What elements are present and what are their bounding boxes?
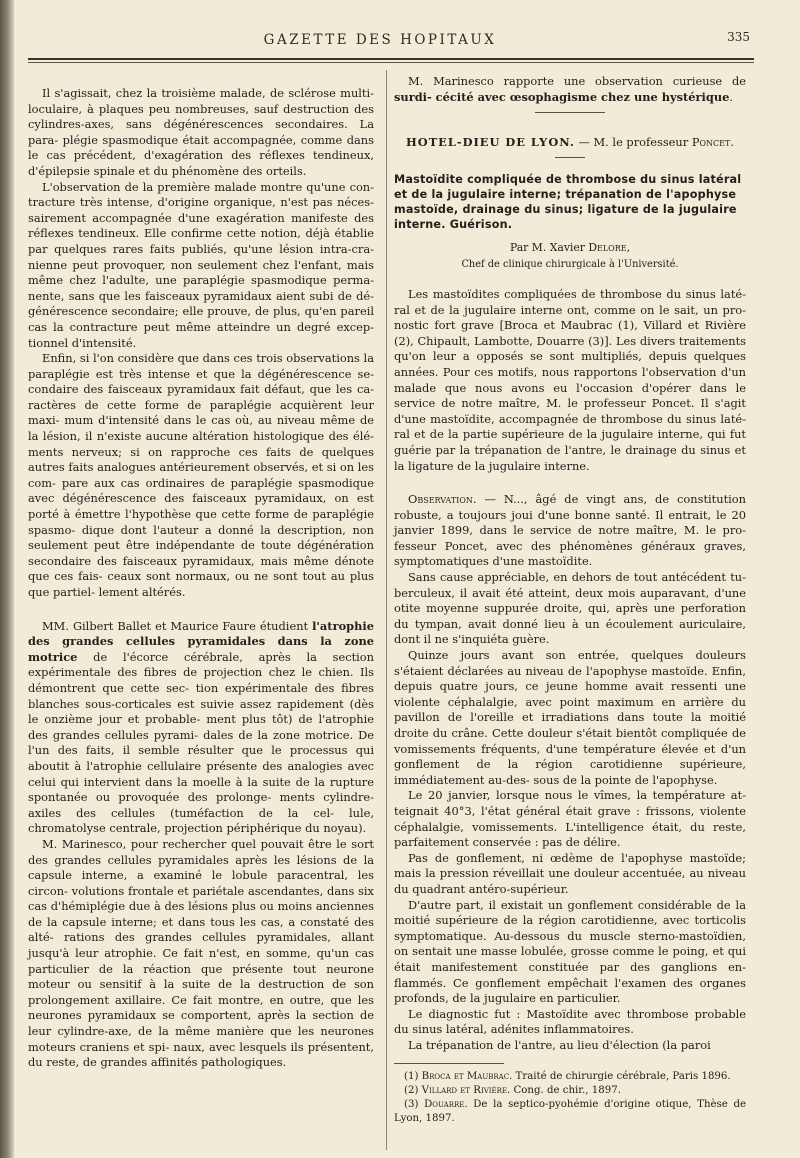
paragraph-observation-malade: L'observation de la première malade montre qu'une con- tracture très intense, d'origine organique, n'est pas néces- sairement accompagnée d'une exagération manifeste des réflexes tendineux. Elle confirme cette notion, déjà établie par quelques rares faits publiés, qu'une lésion intra-cra- nienne peut provoquer, non seulement chez l'enfant, mais même chez l'adulte, une paraplégie spasmodique perma- nente, sans que les faisceaux pyramidaux aient subi de dé- générescence secondaire; elle prouve, de plus, qu'en pareil cas la contracture peut même atteindre un degré excep- tionnel d'intensité. [28, 179, 374, 350]
paragraph-ganglions: D'autre part, il existait un gonflement considérable de la moitié supérieure de la région carotidienne, avec torticolis symptomatique. Au-dessous du muscle sterno-mastoïdien, on sentait une masse lobulée, grosse comme le poing, et qui était manifestement constituée par des ganglions en- flammés. Ce gonflement empêchait l'examen des organes profonds, de la jugulaire en particulier. [394, 897, 746, 1006]
paragraph-otite: Sans cause appréciable, en dehors de tout antécédent tu- berculeux, il avait été atteint, deux mois auparavant, d'une otite moyenne suppurée droite, qui, après une perforation du tympan, avait donné lieu à un écoulement auriculaire, dont il ne s'inquiéta guère. [394, 570, 746, 647]
footnote-rule [394, 1063, 504, 1064]
section-heading: HOTEL-DIEU DE LYON. — M. le professeur Poncet. [406, 135, 734, 150]
section-separator [535, 112, 605, 113]
article-body [394, 287, 746, 1054]
paragraph-conclusion: Enfin, si l'on considère que dans ces trois observations la paraplégie est très intense et que la dégénérescence se- condaire des faisceaux pyramidaux fait défaut, que les ca- ractères de cette forme de paraplégie acquièrent leur maxi- mum d'intensité dans le cas où, au niveau même de la lésion, il n'existe aucune altération histologique des élé- ments nerveux; si on rapproche ces faits de quelques autres faits analogues antérieurement observés, et si on les com- pare aux cas ordinaires de paraplégie spasmodique avec dégénérescence des faisceaux pyramidaux, on est porté à émettre l'hypothèse que cette forme de paraplégie spasmo- dique dont l'auteur a donné la description, non seulement peut être indépendante de toute dégénération secondaire des faisceaux pyramidaux, mais même dénote que ces fais- ceaux sont normaux, ou ne sont tout au plus que partiel- lement altérés. [28, 351, 374, 599]
paragraph-temperature: Le 20 janvier, lorsque nous le vîmes, la température at- teignait 40°3, l'état général était grave : frissons, violente céphalalgie, vomissements. L'intelligence était, du reste, parfaitement conservée : pas de délire. [394, 788, 746, 850]
column-divider [386, 70, 387, 1150]
emphasis-surdi-cecite: surdi- cécité avec œsophagisme chez une hystérique [394, 89, 730, 104]
paragraph-marinesco-surdi: M. Marinesco rapporte une observation curieuse de surdi- cécité avec œsophagisme chez une hystérique. [394, 74, 746, 104]
page-number: 335 [727, 30, 750, 44]
right-column [394, 74, 746, 1126]
emphasis-atrophie: l'atrophie des grandes cellules pyramidales dans la zone motrice [28, 618, 374, 664]
header-rule-thin [28, 62, 754, 63]
footnotes [394, 1070, 746, 1126]
paragraph-trepanation: La trépanation de l'antre, au lieu d'élection (la paroi [408, 1037, 711, 1052]
paragraph-gonflement: Pas de gonflement, ni œdème de l'apophyse mastoïde; mais la pression réveillait une douleur accentuée, au niveau du quadrant antéro-supérieur. [394, 850, 746, 896]
article-author: Par M. Xavier Delore, [509, 240, 631, 254]
paragraph-marinesco-capsule: M. Marinesco, pour rechercher quel pouvait être le sort des grandes cellules pyramidales après les lésions de la capsule interne, a examiné le lobule paracentral, les circon- volutions frontale et pariétale ascendantes, dans six cas d'hémiplégie due à des lésions plus ou moins anciennes de la capsule interne; et dans tous les cas, a constaté des alté- rations des grandes cellules pyramidales, allant jusqu'à leur atrophie. Ce fait n'est, en somme, qu'un cas particulier de la réaction que présente tout neurone moteur ou sensitif à la suite de la destruction de son prolongement axillaire. Ce fait montre, en outre, que les neurones pyramidaux se comportent, après la section de leur cylindre-axe, de la même manière que les neurones moteurs craniens et spi- naux, avec lesquels ils présentent, du reste, de grandes affinités pathologiques. [28, 836, 374, 1070]
running-header: GAZETTE DES HOPITAUX [263, 32, 497, 48]
author-affiliation: Chef de clinique chirurgicale à l'Université. [461, 259, 679, 271]
paragraph-intro: Les mastoïdites compliquées de thrombose du sinus laté- ral et de la jugulaire interne ont, comme on le sait, un pro- nostic fort grave [Broca et Maubrac (1), Villard et Rivière (2), Chipault, Lambotte, Douarre (3)]. Les divers traitements qu'on leur a opposés se sont multipliés, depuis quelques années. Pour ces motifs, nous rapportons l'observation d'un malade que nous avons eu l'occasion d'opérer dans le service de notre maître, M. le professeur Poncet. Il s'agit d'une mastoïdite, accompagnée de thrombose du sinus laté- ral et de la partie supérieure de la jugulaire interne, qui fut guérie par la trépanation de l'antre, le drainage du sinus et la ligature de la jugulaire interne. [394, 286, 746, 473]
footnote-item: (2) Villard et Rivière. Cong. de chir., 1897. [404, 1085, 621, 1097]
page-binding-edge [0, 0, 14, 1158]
paragraph-ballet-faure: MM. Gilbert Ballet et Maurice Faure étudient l'atrophie des grandes cellules pyramidales dans la zone motrice de l'écorce cérébrale, après la section expérimentale des fibres de projection chez le chien. Ils démontrent que cette sec- tion expérimentale des fibres blanches sous-corticales est suivie assez rapidement (dès le onzième jour et probable- ment plus tôt) de l'atrophie des grandes cellules pyrami- dales de la zone motrice. De l'un des faits, il semble résulter que le processus qui aboutit à l'atrophie cellulaire présente des analogies avec celui qui intervient dans la moelle à la suite de la rupture spontanée ou provoquée des prolonge- ments cylindre-axiles des cellules (tuméfaction de la cel- lule, chromatolyse centrale, projection périphérique du noyau). [28, 618, 374, 836]
heading-underline [555, 157, 585, 158]
footnote-item: (1) Broca et Maubrac. Traité de chirurgie cérébrale, Paris 1896. [404, 1071, 731, 1083]
paragraph-douleurs: Quinze jours avant son entrée, quelques douleurs s'étaient déclarées au niveau de l'apophyse mastoïde. Enfin, depuis quatre jours, ce jeune homme avait ressenti une violente céphalalgie, avec point maximum en arrière du pavillon de l'oreille et irradiations dans toute la moitié droite du crâne. Cette douleur s'était bientôt compliquée de vomissements fréquents, d'une température élevée et d'un gonflement de la région carotidienne supérieure, immédiatement au-des- sous de la pointe de l'apophyse. [394, 648, 746, 787]
paragraph-observation: Observation. — N..., âgé de vingt ans, de constitution robuste, a toujours joui d'une bonne santé. Il entrait, le 20 janvier 1899, dans le service de notre maître, M. le pro- fesseur Poncet, avec des phénomènes généraux graves, symptomatiques d'une mastoïdite. [394, 492, 746, 569]
article-title: Mastoïdite compliquée de thrombose du sinus latéral et de la jugulaire interne; trépanation de l'apophyse mastoïde, drainage du sinus; ligature de la jugulaire interne. Guérison. [394, 172, 742, 231]
paragraph-sclerose: Il s'agissait, chez la troisième malade, de sclérose multi- loculaire, à plaques peu nombreuses, sauf destruction des cylindres-axes, sans dégénérescences secondaires. La para- plégie spasmodique était accompagnée, comme dans le cas précédent, d'exagération des réflexes tendineux, d'épilepsie spinale et du phénomène des orteils. [28, 86, 374, 178]
left-column [28, 86, 374, 1071]
header-rule-thick [28, 58, 754, 60]
footnote-item: (3) Douarre. De la septico-pyohémie d'origine otique, Thèse de Lyon, 1897. [394, 1099, 746, 1125]
paragraph-diagnostic: Le diagnostic fut : Mastoïdite avec thrombose probable du sinus latéral, adénites inflammatoires. [394, 1006, 746, 1037]
